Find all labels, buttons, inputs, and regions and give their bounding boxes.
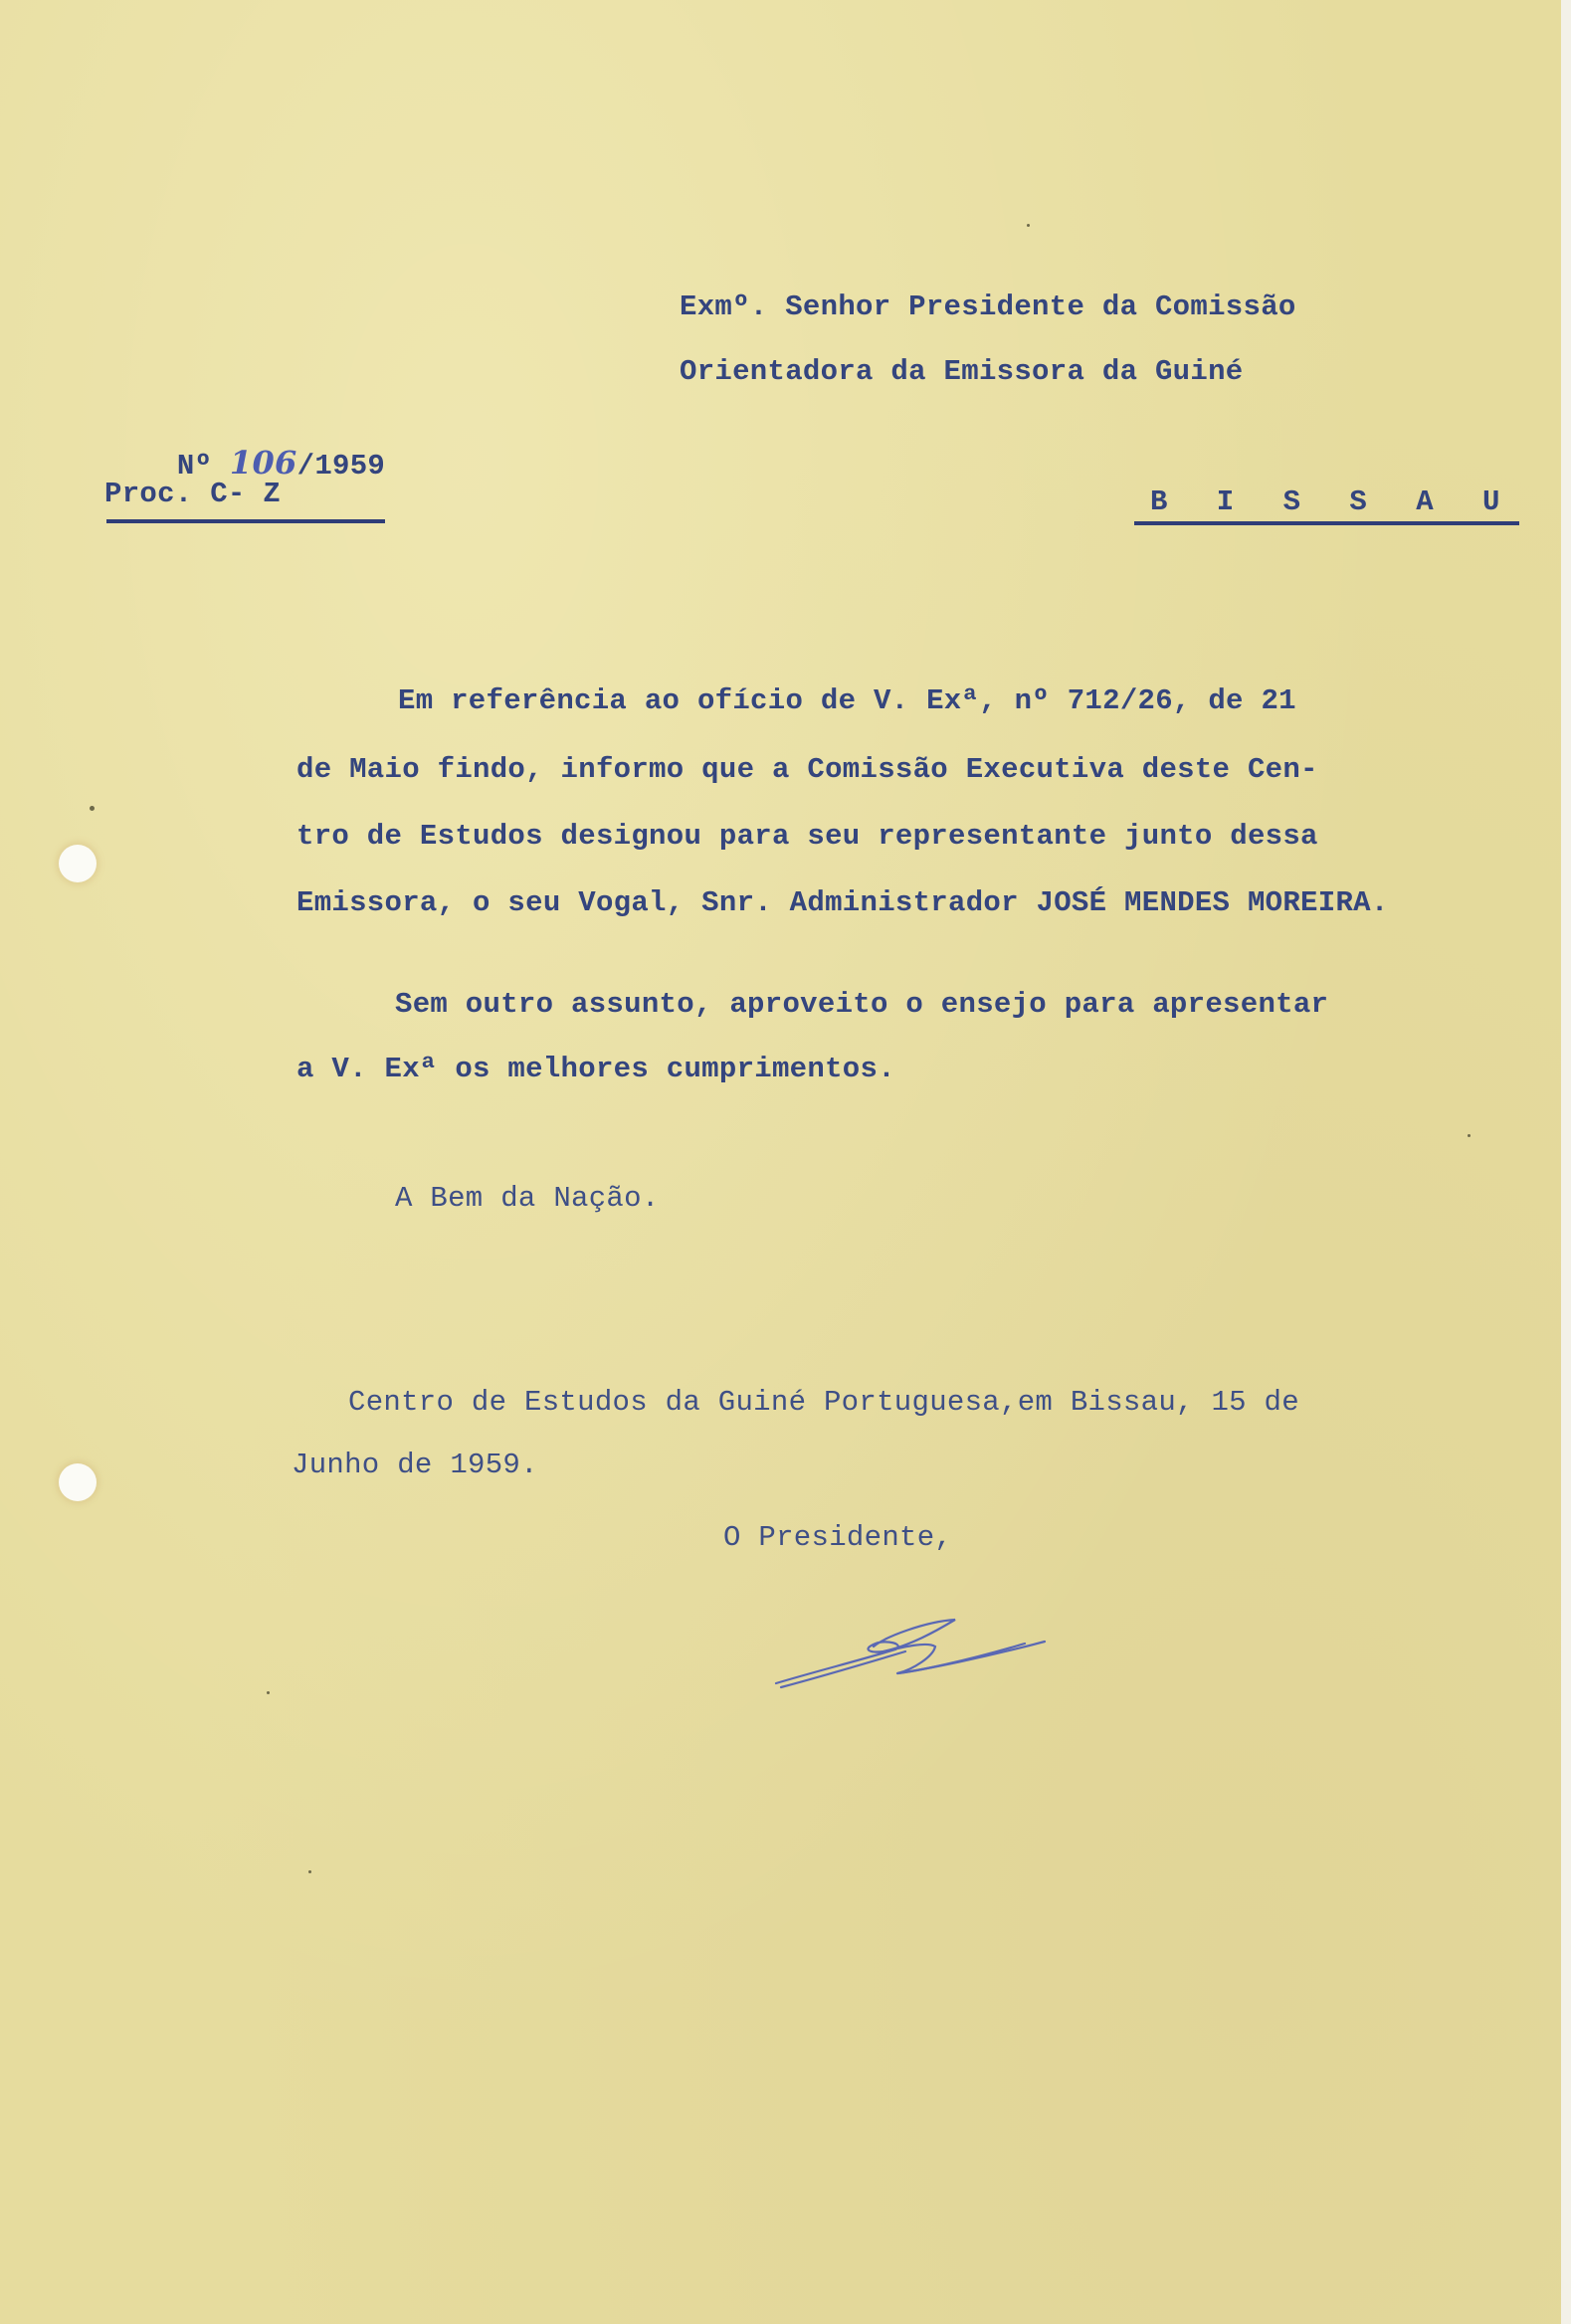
paper-speck	[308, 1870, 311, 1873]
addressee-line-1: Exmº. Senhor Presidente da Comissão	[680, 290, 1296, 323]
paper-speck	[1468, 1134, 1471, 1137]
reference-number-prefix: Nº	[176, 450, 230, 483]
punch-hole-top	[59, 845, 97, 882]
reference-number-year: /1959	[296, 450, 386, 483]
body-paragraph-1-line-1: Em referência ao ofício de V. Exª, nº 712/26, de 21	[398, 684, 1296, 717]
addressee-line-2: Orientadora da Emissora da Guiné	[680, 355, 1244, 388]
handwritten-number: 106	[229, 444, 297, 482]
body-paragraph-1-line-3: tro de Estudos designou para seu representante junto dessa	[296, 820, 1318, 853]
signatory-title: O Presidente,	[723, 1521, 953, 1554]
signature-icon	[756, 1592, 1055, 1701]
paper-speck	[267, 1691, 270, 1694]
salutation: A Bem da Nação.	[395, 1182, 660, 1215]
paper-speck	[90, 806, 95, 811]
process-code: Proc. C- Z	[104, 478, 282, 510]
scan-edge	[1561, 0, 1571, 2324]
punch-hole-bottom	[59, 1463, 97, 1501]
body-paragraph-2-line-2: a V. Exª os melhores cumprimentos.	[296, 1053, 895, 1085]
place-date-line-2: Junho de 1959.	[292, 1449, 538, 1481]
body-paragraph-1-line-4: Emissora, o seu Vogal, Snr. Administrador JOSÉ MENDES MOREIRA.	[296, 886, 1389, 919]
paper-speck	[1027, 224, 1030, 227]
addressee-city: B I S S A U	[1134, 485, 1519, 525]
body-paragraph-1-line-2: de Maio findo, informo que a Comissão Executiva deste Cen-	[296, 753, 1318, 786]
place-date-line-1: Centro de Estudos da Guiné Portuguesa,em Bissau, 15 de	[348, 1386, 1299, 1419]
body-paragraph-2-line-1: Sem outro assunto, aproveito o ensejo para apresentar	[395, 988, 1329, 1021]
